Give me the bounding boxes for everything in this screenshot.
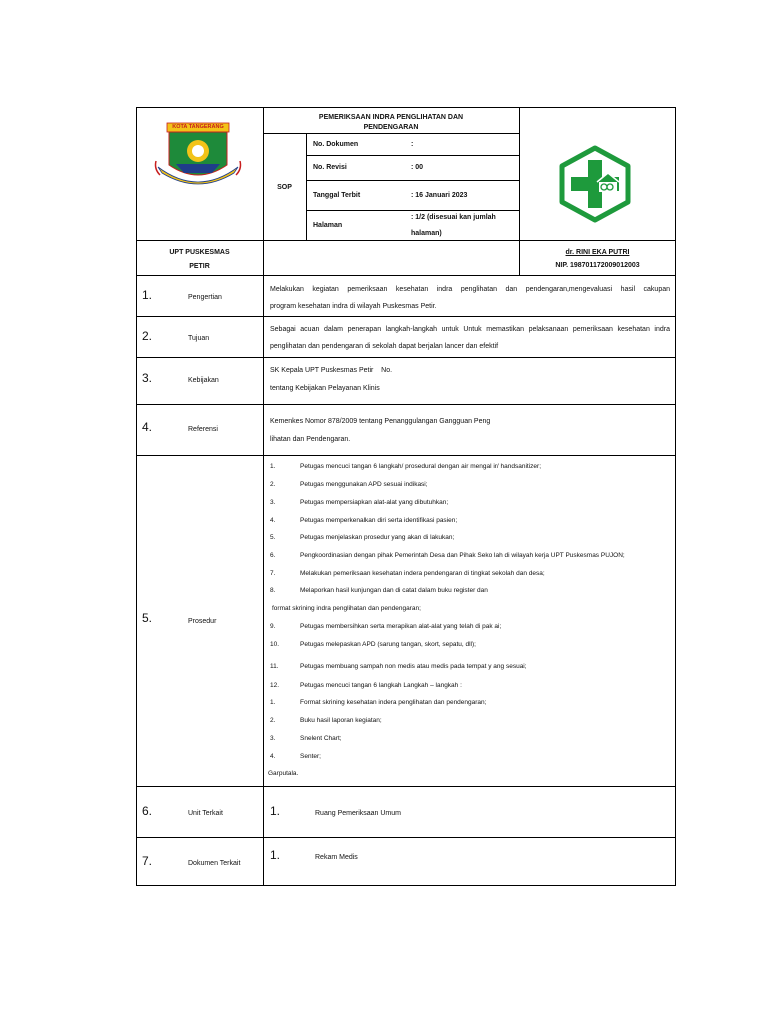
kebijakan-text-line-2: tentang Kebijakan Pelayanan Klinis bbox=[270, 385, 380, 392]
rule-header-bottom bbox=[136, 240, 676, 241]
section-number-4: 4. bbox=[142, 420, 153, 434]
meta-value-no-revisi: : 00 bbox=[411, 164, 424, 171]
section-label-prosedur: Prosedur bbox=[188, 618, 217, 625]
unit-name-line-1: UPT PUSKESMAS bbox=[169, 249, 230, 256]
meta-value-no-dokumen: : bbox=[411, 141, 414, 148]
tools-item-text: Format skrining kesehatan indera penglihatan dan pendengaran; bbox=[300, 699, 487, 706]
tools-item-number: 2. bbox=[270, 717, 276, 724]
section-number-6: 6. bbox=[142, 804, 153, 818]
procedure-step-number: 6. bbox=[270, 552, 276, 559]
rule-unit-row-bottom bbox=[136, 275, 676, 276]
dokumen-terkait-item-number: 1. bbox=[270, 848, 281, 862]
rule-meta-1 bbox=[306, 155, 519, 156]
document-title-line-1: PEMERIKSAAN INDRA PENGLIHATAN DAN bbox=[318, 114, 464, 121]
section-number-1: 1. bbox=[142, 288, 153, 302]
tools-item-text: Senter; bbox=[300, 753, 321, 760]
kota-tangerang-logo bbox=[152, 121, 248, 197]
city-logo-text: KOTA TANGERANG bbox=[172, 124, 224, 130]
section-label-pengertian: Pengertian bbox=[188, 294, 222, 301]
tujuan-text-line-2: penglihatan dan pendengaran di sekolah dapat berjalan lancer dan efektif bbox=[270, 343, 499, 350]
rule-section-5-bottom bbox=[136, 786, 676, 787]
puskesmas-logo bbox=[556, 145, 634, 223]
rule-label-column bbox=[263, 107, 264, 886]
dokumen-terkait-item-text: Rekam Medis bbox=[315, 854, 358, 861]
section-number-7: 7. bbox=[142, 854, 153, 868]
sop-label: SOP bbox=[277, 184, 292, 191]
procedure-step-number: 3. bbox=[270, 499, 276, 506]
rule-section-1-bottom bbox=[136, 316, 676, 317]
meta-value-halaman-line-1: : 1/2 (disesuai kan jumlah bbox=[411, 214, 496, 221]
tools-item-continuation: Garputala. bbox=[268, 770, 299, 777]
procedure-step-number: 2. bbox=[270, 481, 276, 488]
procedure-step-number: 12. bbox=[270, 682, 280, 689]
signer-name: dr. RINI EKA PUTRI bbox=[565, 249, 630, 256]
signer-nip: NIP. 198701172009012003 bbox=[555, 262, 640, 269]
procedure-step-number: 10. bbox=[270, 641, 280, 648]
section-label-dokumen-terkait: Dokumen Terkait bbox=[188, 860, 241, 867]
procedure-step-text: Melaporkan hasil kunjungan dan di catat dalam buku register dan bbox=[300, 587, 488, 594]
procedure-step-text: Petugas melepaskan APD (sarung tangan, skort, sepatu, dll); bbox=[300, 641, 476, 648]
procedure-step-text: Pengkoordinasian dengan pihak Pemerintah Desa dan Pihak Seko lah di wilayah kerja UPT Puskesmas PUJON; bbox=[300, 552, 625, 559]
rule-section-3-bottom bbox=[136, 404, 676, 405]
tools-item-number: 1. bbox=[270, 699, 276, 706]
section-label-kebijakan: Kebijakan bbox=[188, 377, 219, 384]
unit-terkait-item-text: Ruang Pemeriksaan Umum bbox=[315, 810, 401, 817]
section-number-5: 5. bbox=[142, 611, 153, 625]
rule-section-6-bottom bbox=[136, 837, 676, 838]
procedure-step-number: 9. bbox=[270, 623, 276, 630]
pengertian-text-line-1: Melakukan kegiatan pemeriksaan kesehatan indra penglihatan dan pendengaran,mengevaluasi hasil cakupan bbox=[270, 286, 670, 293]
tools-item-text: Snelent Chart; bbox=[300, 735, 342, 742]
rule-section-2-bottom bbox=[136, 357, 676, 358]
procedure-step-text: Petugas mencuci tangan 6 langkah/ prosedural dengan air mengal ir/ handsanitizer; bbox=[300, 463, 542, 470]
procedure-step-number: 11. bbox=[270, 663, 279, 670]
rule-meta-3 bbox=[306, 210, 519, 211]
section-label-tujuan: Tujuan bbox=[188, 335, 210, 342]
meta-label-halaman: Halaman bbox=[313, 222, 343, 229]
procedure-step-text: Petugas memperkenalkan diri serta identifikasi pasien; bbox=[300, 517, 458, 524]
referensi-text-line-1: Kemenkes Nomor 878/2009 tentang Penanggulangan Gangguan Peng bbox=[270, 418, 491, 425]
tools-item-number: 3. bbox=[270, 735, 276, 742]
meta-label-tanggal-terbit: Tanggal Terbit bbox=[313, 192, 361, 199]
procedure-step-number: 4. bbox=[270, 517, 276, 524]
procedure-step-text: Melakukan pemeriksaan kesehatan indera pendengaran di tingkat sekolah dan desa; bbox=[300, 570, 545, 577]
procedure-step-text: Petugas membuang sampah non medis atau medis pada tempat y ang sesuai; bbox=[300, 663, 527, 670]
tools-item-number: 4. bbox=[270, 753, 276, 760]
procedure-step-number: 1. bbox=[270, 463, 276, 470]
procedure-step-text: Petugas mempersiapkan alat-alat yang dibutuhkan; bbox=[300, 499, 449, 506]
procedure-step-text: Petugas mencuci tangan 6 langkah Langkah – langkah : bbox=[300, 682, 462, 689]
procedure-step-text: Petugas membersihkan serta merapikan alat-alat yang telah di pak ai; bbox=[300, 623, 502, 630]
rule-meta-2 bbox=[306, 180, 519, 181]
meta-label-no-revisi: No. Revisi bbox=[313, 164, 347, 171]
procedure-step-continuation: format skrining indra penglihatan dan pendengaran; bbox=[272, 605, 421, 612]
unit-name-line-2: PETIR bbox=[189, 263, 210, 270]
section-number-2: 2. bbox=[142, 329, 153, 343]
tujuan-text-line-1: Sebagai acuan dalam penerapan langkah-langkah untuk Untuk memastikan pelaksanaan pemeriksaan kesehatan indra bbox=[270, 326, 670, 333]
rule-title-bottom bbox=[263, 133, 519, 134]
pengertian-text-line-2: program kesehatan indra di wilayah Puskesmas Petir. bbox=[270, 303, 437, 310]
rule-sop-column bbox=[306, 133, 307, 240]
procedure-step-number: 7. bbox=[270, 570, 276, 577]
meta-value-halaman-line-2: halaman) bbox=[411, 230, 442, 237]
section-label-referensi: Referensi bbox=[188, 426, 218, 433]
sop-document-frame bbox=[136, 107, 676, 886]
procedure-step-text: Petugas menjelaskan prosedur yang akan di lakukan; bbox=[300, 534, 455, 541]
section-number-3: 3. bbox=[142, 371, 153, 385]
procedure-step-text: Petugas menggunakan APD sesuai indikasi; bbox=[300, 481, 428, 488]
meta-value-tanggal-terbit: : 16 Januari 2023 bbox=[411, 192, 468, 199]
unit-terkait-item-number: 1. bbox=[270, 804, 281, 818]
document-title-line-2: PENDENGARAN bbox=[363, 124, 419, 131]
meta-label-no-dokumen: No. Dokumen bbox=[313, 141, 359, 148]
section-label-unit-terkait: Unit Terkait bbox=[188, 810, 223, 817]
referensi-text-line-2: lihatan dan Pendengaran. bbox=[270, 436, 351, 443]
rule-section-4-bottom bbox=[136, 455, 676, 456]
kebijakan-text-line-1: SK Kepala UPT Puskesmas Petir No. bbox=[270, 367, 393, 374]
procedure-step-number: 8. bbox=[270, 587, 276, 594]
tools-item-text: Buku hasil laporan kegiatan; bbox=[300, 717, 382, 724]
procedure-step-number: 5. bbox=[270, 534, 276, 541]
